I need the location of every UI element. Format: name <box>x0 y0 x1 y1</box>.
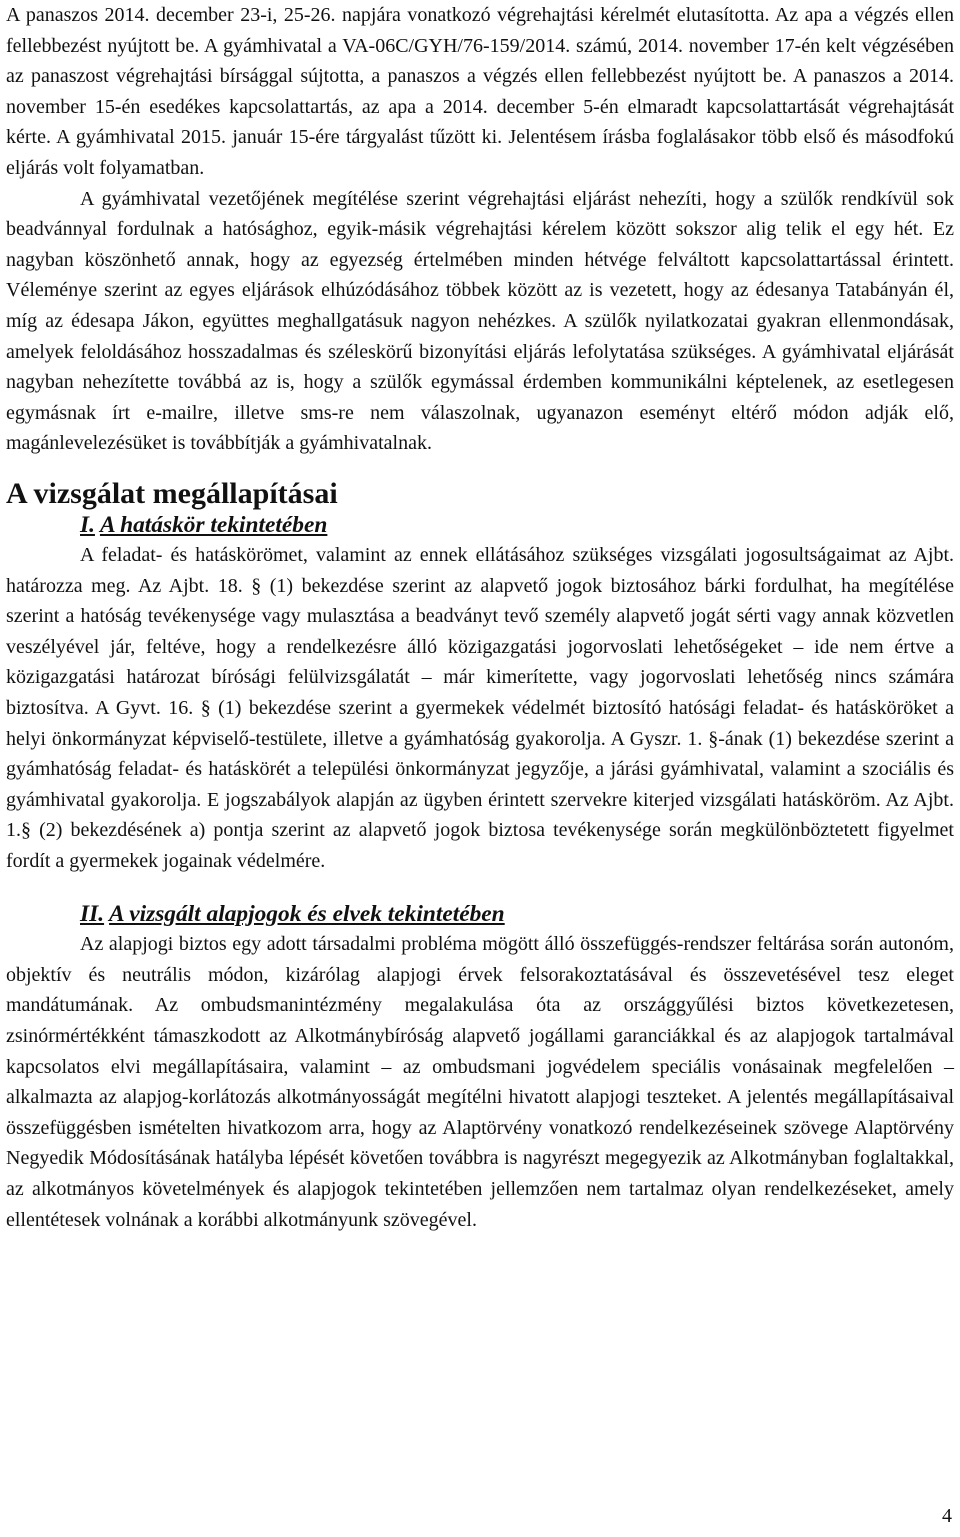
paragraph-guardianship-opinion: A gyámhivatal vezetőjének megítélése szerint végrehajtási eljárást nehezíti, hogy a szülők rendkívül sok beadvánnyal fordulnak a hatósághoz, egyik-másik végrehajtási kérelem között sokszor alig telik el egy hét. Ez nagyban köszönhető annak, hogy az egyezség értelmében minden hétvége felváltott kapcsolattartással érintett. Véleménye szerint az egyes eljárások elhúzódásához többek között az is vezetett, hogy az édesanya Tatabányán él, míg az édesapa Jákon, együttes meghallgatásuk nagyon nehézkes. A szülők nyilatkozatai gyakran ellenmondásak, amelyek feloldásához hosszadalmas és széleskörű bizonyítási eljárás lefolytatása szükséges. A gyámhivatal eljárását nagyban nehezítette továbbá az is, hogy a szülők egymással érdemben kommunikálni képtelenek, az esetlegesen egymásnak írt e-mailre, illetve sms-re nem válaszolnak, ugyanazon eseményt eltérő módon adják elő, magánlevelezésüket is továbbítják a gyámhivatalnak. <box>6 187 954 455</box>
paragraph-rights: Az alapjogi biztos egy adott társadalmi probléma mögött álló összefüggés-rendszer feltárása során autonóm, objektív és neutrális módon, kizárólag alapjogi érvek felsorakoztatásával és összevetésével tesz eleget mandátumának. Az ombudsmanintézmény megalakulása óta az országgyűlési biztos következetesen, zsinórmértékként támaszkodott az Alkotmánybíróság alapvető jogállami garanciákkal és az alapjogok tartalmával kapcsolatos elvi megállapításaira, valamint – az ombudsmani jogvédelem speciális vonásainak megfelelően – alkalmazta az alapjog-korlátozás alkotmányosságát megítélni hivatott alapjogi teszteket. A jelentés megállapításaival összefüggésben ismételten hivatkozom arra, hogy az Alaptörvény vonatkozó rendelkezéseinek szövege Alaptörvény Negyedik Módosításának hatályba lépését követően továbbra is nagyrészt megegyezik az Alkotmányban foglaltakkal, az alkotmányos követelmények és alapjogok tekintetében jellemzően nem tartalmaz olyan rendelkezéseket, amely ellentétesek volnának a korábbi alkotmányunk szövegével. <box>6 933 954 1231</box>
spacer <box>6 459 954 479</box>
spacer <box>6 877 954 899</box>
section-title: A vizsgálat megállapításai <box>6 476 338 510</box>
subsection-title-rights <box>6 899 954 930</box>
subsection-title-competence <box>6 510 954 541</box>
subsection-title-text: A vizsgált alapjogok és elvek tekintetében <box>109 900 505 927</box>
document-page <box>6 0 954 1235</box>
page-number: 4 <box>942 1505 952 1527</box>
subsection-number: I. <box>80 511 95 538</box>
paragraph-case-history: A panaszos 2014. december 23-i, 25-26. napjára vonatkozó végrehajtási kérelmét elutasította. Az apa a végzés ellen fellebbezést nyújtott be. A gyámhivatal a VA-06C/GYH/76-159/2014. számú, 2014. november 17-én kelt végzésében az panaszost végrehajtási bírsággal sújtotta, a panaszos a végzés ellen fellebbezést nyújtott be. A panaszos a 2014. november 15-én esedékes kapcsolattartás, az apa a 2014. december 5-én elmaradt kapcsolattartását végrehajtását kérte. A gyámhivatal 2015. január 15-ére tárgyalást tűzött ki. Jelentésem írásba foglalásakor több első és másodfokú eljárás volt folyamatban. <box>6 4 954 179</box>
subsection-number: II. <box>80 900 105 927</box>
paragraph-competence: A feladat- és hatáskörömet, valamint az ennek ellátásához szükséges vizsgálati jogosultságaimat az Ajbt. határozza meg. Az Ajbt. 18. § (1) bekezdése szerint az alapvető jogok biztosához bárki fordulhat, ha megítélése szerint a hatóság tevékenysége vagy mulasztása a beadványt tevő személy alapvető jogát sérti vagy annak közvetlen veszélyével jár, feltéve, hogy a rendelkezésre álló közigazgatási jogorvoslati lehetőségeket – ide nem értve a közigazgatási határozat bírósági felülvizsgálatát – már kimerítette, vagy jogorvoslati lehetőség nincs számára biztosítva. A Gyvt. 16. § (1) bekezdése szerint a gyermekek védelmét biztosító hatósági feladat- és hatásköröket a helyi önkormányzat képviselő-testülete, illetve a gyámhatóság gyakorolja. A Gyszr. 1. §-ának (1) bekezdése szerint a gyámhatóság feladat- és hatáskörét a települési önkormányzat jegyzője, a járási gyámhivatal, valamint a szociális és gyámhivatal gyakorolja. E jogszabályok alapján az ügyben érintett szervekre kiterjed vizsgálati hatásköröm. Az Ajbt. 1.§ (2) bekezdésének a) pontja szerint az alapvető jogok biztosa tevékenysége során megkülönböztetett figyelmet fordít a gyermekek jogainak védelmére. <box>6 544 954 873</box>
subsection-title-text: A hatáskör tekintetében <box>99 511 328 538</box>
